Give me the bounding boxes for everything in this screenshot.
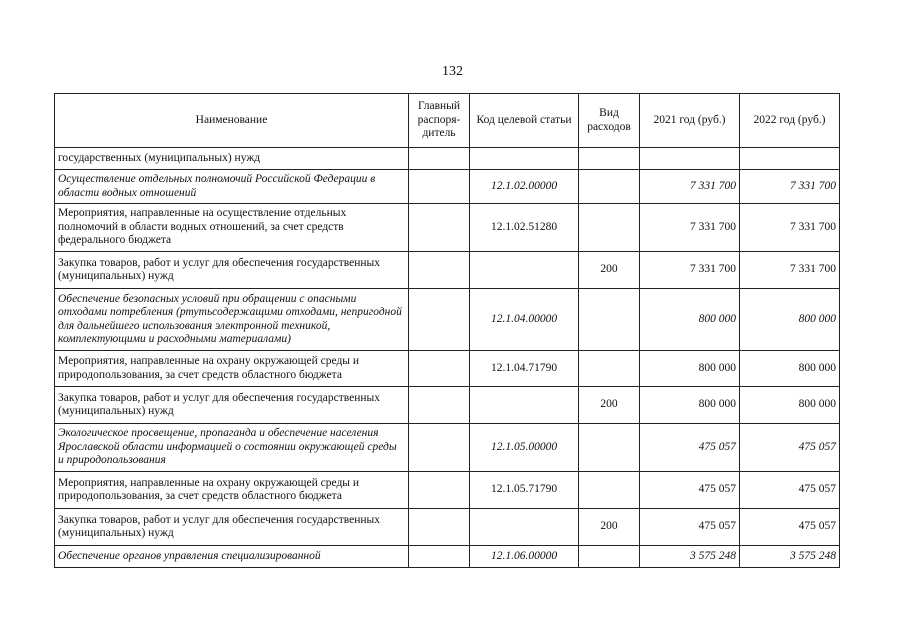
row-name: Обеспечение органов управления специализированной	[55, 546, 409, 568]
row-kind	[579, 424, 640, 472]
row-admin	[409, 351, 470, 387]
row-name: Мероприятия, направленные на осуществление отдельных полномочий в области водных отношений, за счет средств федерального бюджета	[55, 204, 409, 252]
row-code: 12.1.04.00000	[470, 289, 579, 351]
table-row	[55, 424, 840, 472]
row-amount-2022: 7 331 700	[740, 252, 840, 289]
row-code	[470, 509, 579, 546]
row-amount-2021: 7 331 700	[640, 204, 740, 252]
row-amount-2021	[640, 148, 740, 170]
header-kind: Вид расходов	[579, 94, 640, 148]
row-admin	[409, 546, 470, 568]
header-code: Код целевой статьи	[470, 94, 579, 148]
row-amount-2021: 475 057	[640, 472, 740, 509]
row-code	[470, 148, 579, 170]
table-row	[55, 509, 840, 546]
row-name: Закупка товаров, работ и услуг для обеспечения государственных (муниципальных) нужд	[55, 252, 409, 289]
header-admin: Главный распоря-дитель	[409, 94, 470, 148]
row-amount-2022: 475 057	[740, 509, 840, 546]
row-admin	[409, 204, 470, 252]
row-code: 12.1.02.00000	[470, 170, 579, 204]
row-amount-2022	[740, 148, 840, 170]
row-kind	[579, 289, 640, 351]
row-amount-2021: 7 331 700	[640, 252, 740, 289]
row-admin	[409, 509, 470, 546]
row-code	[470, 252, 579, 289]
table-header-row	[55, 94, 840, 148]
row-code: 12.1.02.51280	[470, 204, 579, 252]
row-amount-2021: 800 000	[640, 289, 740, 351]
header-2021: 2021 год (руб.)	[640, 94, 740, 148]
row-amount-2022: 7 331 700	[740, 204, 840, 252]
header-name: Наименование	[55, 94, 409, 148]
row-name: Экологическое просвещение, пропаганда и обеспечение населения Ярославской области информацией о состоянии окружающей среды и природопользования	[55, 424, 409, 472]
table-row	[55, 387, 840, 424]
table-row	[55, 148, 840, 170]
row-amount-2021: 800 000	[640, 351, 740, 387]
row-name: Осуществление отдельных полномочий Российской Федерации в области водных отношений	[55, 170, 409, 204]
row-admin	[409, 252, 470, 289]
row-admin	[409, 424, 470, 472]
row-name: государственных (муниципальных) нужд	[55, 148, 409, 170]
table-row	[55, 252, 840, 289]
row-kind	[579, 204, 640, 252]
row-admin	[409, 472, 470, 509]
row-admin	[409, 148, 470, 170]
row-admin	[409, 387, 470, 424]
row-name: Мероприятия, направленные на охрану окружающей среды и природопользования, за счет средств областного бюджета	[55, 351, 409, 387]
row-name: Закупка товаров, работ и услуг для обеспечения государственных (муниципальных) нужд	[55, 509, 409, 546]
row-name: Закупка товаров, работ и услуг для обеспечения государственных (муниципальных) нужд	[55, 387, 409, 424]
row-code: 12.1.05.71790	[470, 472, 579, 509]
row-name: Обеспечение безопасных условий при обращении с опасными отходами потребления (ртутьсодержащими отходами, непригодной для дальнейшего использования электронной техникой, комплектующими и расходными материалами)	[55, 289, 409, 351]
row-amount-2021: 475 057	[640, 424, 740, 472]
table-row	[55, 289, 840, 351]
row-amount-2021: 7 331 700	[640, 170, 740, 204]
row-amount-2022: 800 000	[740, 351, 840, 387]
row-code	[470, 387, 579, 424]
table-body	[55, 148, 840, 568]
table-row	[55, 472, 840, 509]
table-row	[55, 170, 840, 204]
row-code: 12.1.04.71790	[470, 351, 579, 387]
table-row	[55, 351, 840, 387]
row-kind	[579, 472, 640, 509]
row-amount-2022: 475 057	[740, 424, 840, 472]
row-kind	[579, 351, 640, 387]
row-admin	[409, 170, 470, 204]
row-amount-2022: 800 000	[740, 289, 840, 351]
row-code: 12.1.06.00000	[470, 546, 579, 568]
header-2022: 2022 год (руб.)	[740, 94, 840, 148]
row-amount-2022: 475 057	[740, 472, 840, 509]
row-name: Мероприятия, направленные на охрану окружающей среды и природопользования, за счет средств областного бюджета	[55, 472, 409, 509]
row-amount-2022: 800 000	[740, 387, 840, 424]
row-admin	[409, 289, 470, 351]
row-kind	[579, 546, 640, 568]
page-number: 132	[442, 64, 463, 79]
row-kind	[579, 170, 640, 204]
row-code: 12.1.05.00000	[470, 424, 579, 472]
row-kind: 200	[579, 509, 640, 546]
row-amount-2021: 3 575 248	[640, 546, 740, 568]
row-kind: 200	[579, 252, 640, 289]
table-row	[55, 204, 840, 252]
budget-table	[54, 93, 840, 568]
row-amount-2021: 475 057	[640, 509, 740, 546]
row-kind	[579, 148, 640, 170]
row-amount-2021: 800 000	[640, 387, 740, 424]
table-row	[55, 546, 840, 568]
row-amount-2022: 3 575 248	[740, 546, 840, 568]
row-amount-2022: 7 331 700	[740, 170, 840, 204]
row-kind: 200	[579, 387, 640, 424]
